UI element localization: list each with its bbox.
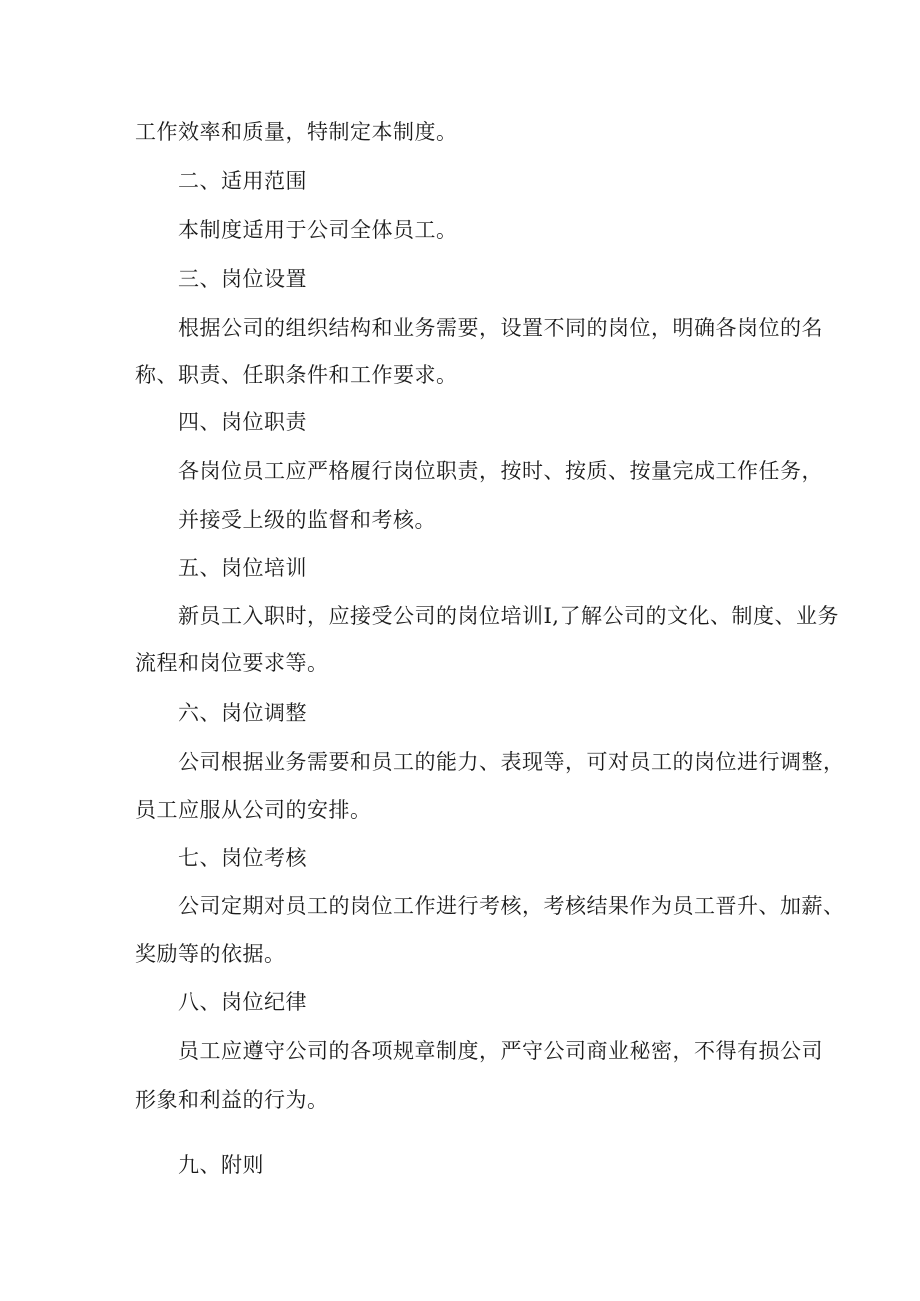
section-body-discipline-line1: 员工应遵守公司的各项规章制度，严守公司商业秘密，不得有损公司 bbox=[178, 1039, 823, 1063]
section-heading-assessment: 七、岗位考核 bbox=[178, 846, 307, 870]
section-body-post-setup-line2: 称、职责、任职条件和工作要求。 bbox=[135, 363, 458, 387]
section-body-post-duties-line2: 并接受上级的监督和考核。 bbox=[178, 508, 436, 532]
section-body-discipline-line2: 形象和利益的行为。 bbox=[135, 1088, 329, 1112]
section-body-adjustment-line1: 公司根据业务需要和员工的能力、表现等，可对员工的岗位进行调整， bbox=[178, 750, 845, 774]
section-body-training-line1: 新员工入职时，应接受公司的岗位培训I,了解公司的文化、制度、业务 bbox=[178, 604, 839, 628]
section-body-post-duties-line1: 各岗位员工应严格履行岗位职责，按时、按质、按量完成工作任务， bbox=[178, 459, 823, 483]
section-body-training-line2: 流程和岗位要求等。 bbox=[135, 651, 329, 675]
section-heading-scope: 二、适用范围 bbox=[178, 169, 307, 193]
section-heading-training: 五、岗位培训 bbox=[178, 556, 307, 580]
section-body-assessment-line1: 公司定期对员工的岗位工作进行考核，考核结果作为员工晋升、加薪、 bbox=[178, 894, 845, 918]
section-body-assessment-line2: 奖励等的依据。 bbox=[135, 942, 286, 966]
section-heading-post-setup: 三、岗位设置 bbox=[178, 267, 307, 291]
section-heading-post-duties: 四、岗位职责 bbox=[178, 410, 307, 434]
section-body-adjustment-line2: 员工应服从公司的安排。 bbox=[135, 798, 372, 822]
section-body-scope-line1: 本制度适用于公司全体员工。 bbox=[178, 218, 458, 242]
section-body-post-setup-line1: 根据公司的组织结构和业务需要，设置不同的岗位，明确各岗位的名 bbox=[178, 316, 823, 340]
section-heading-adjustment: 六、岗位调整 bbox=[178, 701, 307, 725]
intro-paragraph-tail: 工作效率和质量，特制定本制度。 bbox=[135, 120, 458, 144]
section-heading-discipline: 八、岗位纪律 bbox=[178, 990, 307, 1014]
section-heading-supplementary: 九、附则 bbox=[178, 1153, 264, 1177]
